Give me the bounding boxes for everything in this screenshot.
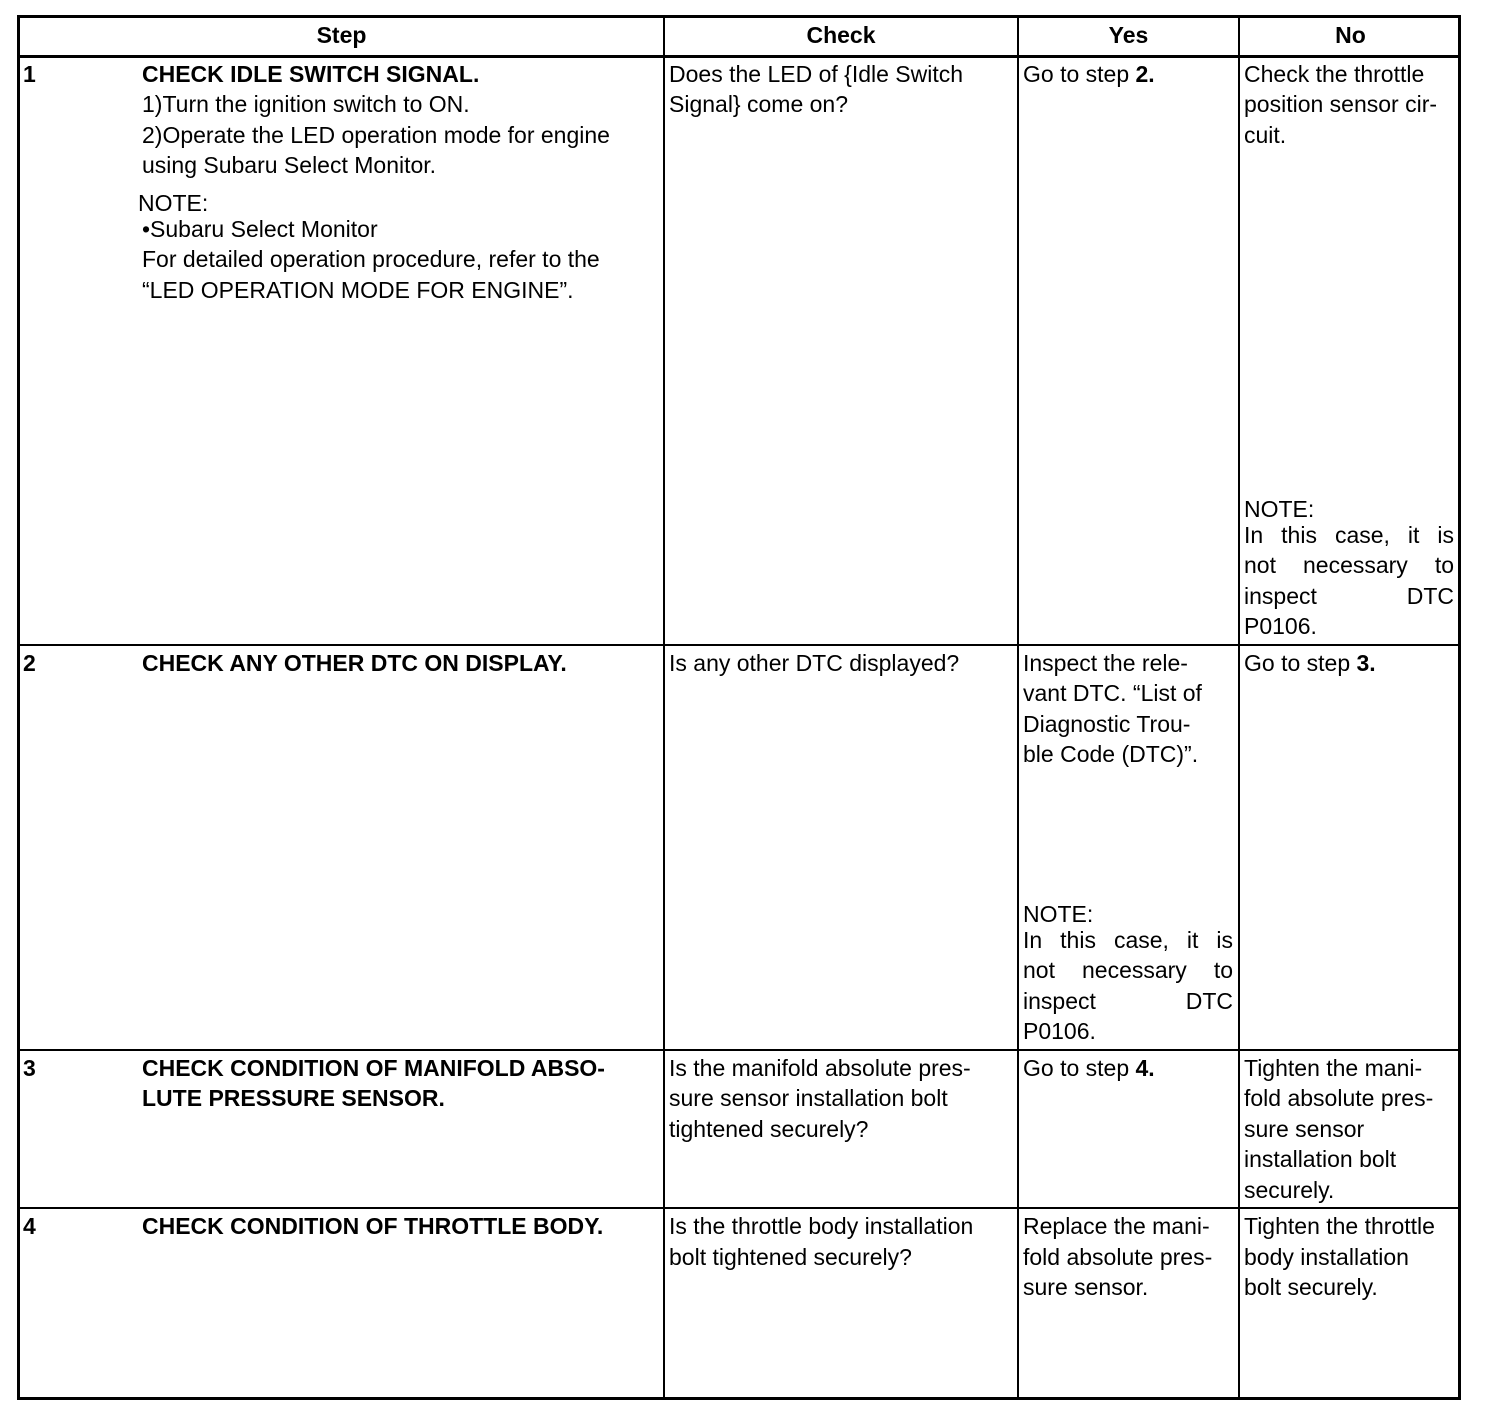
no-text: Tighten the throttle (1244, 1213, 1435, 1239)
check-text: Is any other DTC displayed? (669, 650, 960, 676)
no-text: Tighten the mani- (1244, 1055, 1423, 1081)
step-title: CHECK ANY OTHER DTC ON DISPLAY. (142, 650, 567, 676)
header-divider (20, 55, 1458, 58)
step-number: 1 (23, 61, 36, 87)
note-line: In this case, it is (1244, 522, 1454, 548)
note-line: inspect DTC (1023, 988, 1233, 1014)
note-line: For detailed operation procedure, refer to the (142, 246, 600, 272)
yes-text: sure sensor. (1023, 1274, 1149, 1300)
column-divider (1017, 18, 1019, 1397)
note-line: In this case, it is (1023, 927, 1233, 953)
row-divider (20, 644, 1458, 646)
yes-text: vant DTC. “List of (1023, 680, 1202, 706)
header-step: Step (316, 22, 367, 48)
yes-text: fold absolute pres- (1023, 1244, 1213, 1270)
step-instruction: 1)Turn the ignition switch to ON. (142, 91, 470, 117)
step-title: CHECK CONDITION OF MANIFOLD ABSO- (142, 1055, 605, 1081)
check-text: bolt tightened securely? (669, 1244, 912, 1270)
step-title: CHECK CONDITION OF THROTTLE BODY. (142, 1213, 604, 1239)
step-instruction: using Subaru Select Monitor. (142, 152, 437, 178)
no-text: installation bolt (1244, 1146, 1397, 1172)
note-line: not necessary to (1023, 957, 1233, 983)
note-line: not necessary to (1244, 552, 1454, 578)
column-divider (663, 18, 665, 1397)
check-text: sure sensor installation bolt (669, 1085, 948, 1111)
no-text: bolt securely. (1244, 1274, 1378, 1300)
no-text: Check the throttle (1244, 61, 1425, 87)
no-text: body installation (1244, 1244, 1409, 1270)
step-number: 2 (23, 650, 36, 676)
note-label: NOTE: (138, 190, 209, 216)
diagnostic-table (17, 15, 1461, 1400)
check-text: Is the throttle body installation (669, 1213, 974, 1239)
note-line: P0106. (1023, 1018, 1096, 1044)
no-text: securely. (1244, 1177, 1335, 1203)
yes-text: Inspect the rele- (1023, 650, 1188, 676)
note-line: inspect DTC (1244, 583, 1454, 609)
no-text: sure sensor (1244, 1116, 1365, 1142)
check-text: tightened securely? (669, 1116, 869, 1142)
column-divider (1238, 18, 1240, 1397)
note-label: NOTE: (1023, 901, 1094, 927)
header-yes: Yes (1108, 22, 1149, 48)
check-text: Is the manifold absolute pres- (669, 1055, 971, 1081)
step-instruction: 2)Operate the LED operation mode for engine (142, 122, 610, 148)
no-text: Go to step 3. (1244, 650, 1376, 676)
note-label: NOTE: (1244, 496, 1315, 522)
no-text: position sensor cir- (1244, 91, 1438, 117)
header-check: Check (806, 22, 876, 48)
row-divider (20, 1207, 1458, 1209)
note-line: •Subaru Select Monitor (142, 216, 378, 242)
step-title: LUTE PRESSURE SENSOR. (142, 1085, 445, 1111)
step-number: 4 (23, 1213, 36, 1239)
yes-text: Replace the mani- (1023, 1213, 1210, 1239)
check-text: Does the LED of {Idle Switch (669, 61, 964, 87)
yes-text: Go to step 4. (1023, 1055, 1155, 1081)
step-number: 3 (23, 1055, 36, 1081)
note-line: P0106. (1244, 613, 1317, 639)
row-divider (20, 1049, 1458, 1051)
yes-text: ble Code (DTC)”. (1023, 741, 1199, 767)
no-text: cuit. (1244, 122, 1287, 148)
yes-text: Go to step 2. (1023, 61, 1155, 87)
no-text: fold absolute pres- (1244, 1085, 1434, 1111)
note-line: “LED OPERATION MODE FOR ENGINE”. (142, 277, 574, 303)
header-no: No (1335, 22, 1366, 48)
check-text: Signal} come on? (669, 91, 849, 117)
step-title: CHECK IDLE SWITCH SIGNAL. (142, 61, 480, 87)
yes-text: Diagnostic Trou- (1023, 711, 1191, 737)
